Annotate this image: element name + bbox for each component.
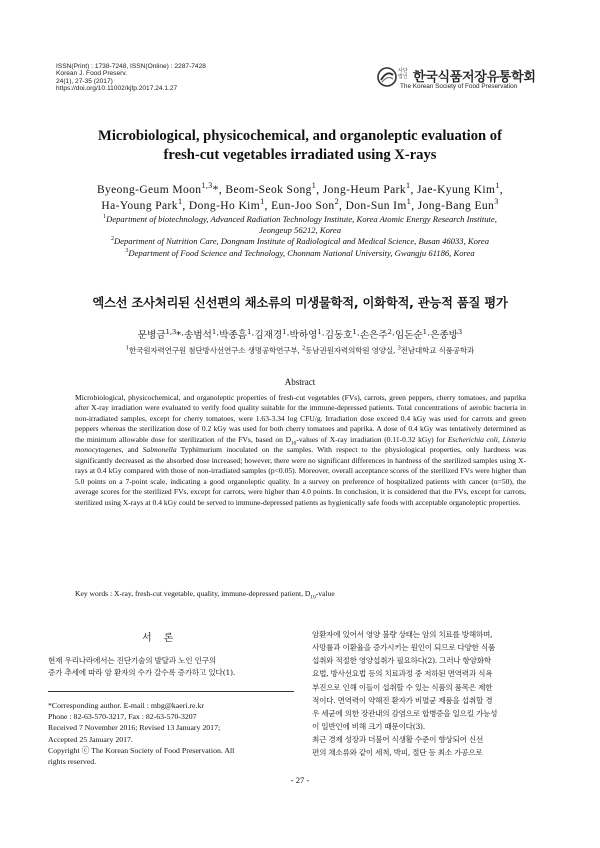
abstract-body: Microbiological, physicochemical, and organoleptic properties of fresh-cut vegetables (FVs), carrots, green peppers, cherry tomatoes, and paprika after X-ray irradiation were evaluated to verify food quality suitable for the immune-depressed patients. Total concentrations of aerobic bacteria in non-irradiated samples, except for cherry tomatoes, were 1.63-3.34 log CFU/g. Irradiation dose exceed 0.4 kGy was used for carrots and green peppers whereas the sterilization dose of 0.2 kGy was used for both cherry tomatoes and paprika. A dose of 0.4 kGy was tentatively determined as the minimum allowable dose for sterilization of the FVs, based on $D_{10}$-values of X-ray irradiation (0.11-0.32 kGy) for Escherichia coli, Listeria monocytogenes, and Salmonella Typhimurium inoculated on the samples. With respect to the physiological properties, only hardness was significantly decreased as the absorbed dose increased; however, there were no significant differences in hardness of the sterilized samples using X-rays at 0.4 kGy compared with those of non-irradiated samples (p<0.05). Moreover, overall acceptance scores of the sterilized FVs were higher than 5.0 points on a 7-point scale, indicating a good organoleptic quality. In a survey on preference of hospitalized patients with cancer (n=50), the average scores for the sterilized FVs, except for carrots, were higher than 4.0 points. In conclusion, it is considered that the FVs, except for carrots, sterilized using X-rays at 0.4 kGy could be served to immune-depressed patients as hygienically safe foods with acceptable organoleptic properties.: [75, 393, 526, 507]
affiliation-list: [40, 214, 560, 259]
korean-title: 엑스선 조사처리된 신선편의 채소류의 미생물학적, 이화학적, 관능적 품질 평가: [92, 296, 508, 310]
abstract-heading: Abstract: [284, 377, 316, 387]
issn-line: ISSN(Print) : 1738-7248, ISSN(Online) : 2287-7428: [56, 63, 206, 70]
copyright-cont: rights reserved.: [48, 757, 97, 767]
society-emblem-icon: [376, 66, 398, 88]
body-line: 부진으로 인해 이들이 섭취할 수 있는 식품의 품목은 제한: [312, 682, 493, 692]
body-line: 우 세균에 의한 장관내의 감염으로 합병증을 일으킬 가능성: [312, 708, 498, 718]
doi-link[interactable]: https://doi.org/10.11002/kjfp.2017.24.1.27: [56, 85, 178, 93]
correspondence-footnote: [48, 700, 298, 767]
received-revised: Received 7 November 2016; Revised 13 January 2017;: [48, 723, 221, 733]
body-line: 요법, 방사선요법 등의 치료과정 중 저하된 면역력과 식욕: [312, 669, 493, 679]
section-heading-introduction: 서론: [142, 633, 186, 644]
society-prefix: 사단 법인: [398, 68, 408, 80]
page-number: - 27 -: [290, 775, 310, 785]
body-line: 섭취와 적절한 영양섭취가 필요하다(2). 그러나 항암화학: [312, 656, 491, 666]
body-line: 암환자에 있어서 영양 불량 상태는 암의 치료를 방해하며,: [312, 630, 493, 639]
affiliation-line: $^1$Department of biotechnology, Advanced Radiation Technology Institute, Korea Atomic Energy Research Institute,: [103, 214, 497, 224]
body-line: 증가 추세에 따라 암 환자의 수가 갈수록 증가하고 있다(1).: [48, 668, 236, 678]
journal-name-line: Korean J. Food Preserv.: [56, 70, 127, 78]
affiliation-line: Jeongeup 56212, Korea: [258, 225, 342, 236]
accepted: Accepted 25 January 2017.: [48, 734, 133, 744]
intro-right-column: [312, 628, 558, 760]
body-line: 적이다. 면역력이 약해진 환자가 비멸균 제품을 섭취할 경: [312, 695, 493, 705]
society-name-ko: 한국식품저장유통학회: [413, 70, 536, 85]
korean-affiliation: $^1$한국원자력연구원 첨단방사선연구소 생명공학연구부, $^2$동남권원자력의학원 영양실, $^3$전남대학교 식품공학과: [125, 345, 475, 355]
corresponding-author: *Corresponding author. E-mail : mbg@kaeri.re.kr: [48, 701, 204, 710]
keywords: Key words : X-ray, fresh-cut vegetable, quality, immune-depressed patient, $D_{10}$-value: [75, 589, 335, 601]
title-line: Microbiological, physicochemical, and organoleptic evaluation of: [98, 128, 502, 144]
body-line: 최근 경제 성장과 더불어 식생활 수준이 향상되어 신선: [312, 735, 484, 745]
paper-title: [40, 127, 560, 165]
title-line: fresh-cut vegetables irradiated using X-rays: [163, 147, 437, 163]
society-logo: [376, 66, 546, 96]
volume-line: 24(1), 27-35 (2017): [56, 77, 113, 85]
journal-meta: [56, 63, 206, 93]
copyright: Copyright ⓒ The Korean Society of Food Preservation. All: [48, 745, 235, 755]
author-line: Byeong-Geum Moon$^{1,3}$*, Beom-Seok Song$^1$, Jong-Heum Park$^1$, Jae-Kyung Kim$^1$,: [96, 181, 504, 196]
intro-left-column: [48, 655, 298, 679]
body-line: 사망률과 이환율을 증가시키는 원인이 되므로 다양한 식품: [312, 643, 496, 653]
korean-author-list: 문병금$^{1,3}$*·송범석$^1$·박종흠$^1$·김재경$^1$·박하영$^1$·김동호$^1$·손은주$^2$·임돈순$^1$·은종방$^3$: [137, 327, 463, 341]
affiliation-line: $^2$Department of Nutrition Care, Dongnam Institute of Radiological and Medical Science, Busan 46033, Korea: [110, 236, 490, 247]
footnote-divider: [48, 691, 294, 692]
body-line: 편의 채소류와 같이 세척, 박피, 절단 등 최소 가공으로: [312, 748, 483, 758]
body-line: 이 일반인에 비해 크기 때문이다(3).: [312, 722, 425, 732]
society-name-en: The Korean Society of Food Preservation: [400, 83, 518, 90]
author-list: [40, 183, 560, 214]
author-line: Ha-Young Park$^1$, Dong-Ho Kim$^1$, Eun-Joo Son$^2$, Don-Sun Im$^1$, Jong-Bang Eun$^3$: [101, 196, 499, 212]
phone-fax: Phone : 82-63-570-3217, Fax : 82-63-570-3207: [48, 712, 197, 722]
affiliation-line: $^3$Department of Food Science and Technology, Chonnam National University, Gwangju 61186, Korea: [125, 247, 475, 258]
body-line: 현재 우리나라에서는 진단기술의 발달과 노인 인구의: [48, 656, 217, 665]
